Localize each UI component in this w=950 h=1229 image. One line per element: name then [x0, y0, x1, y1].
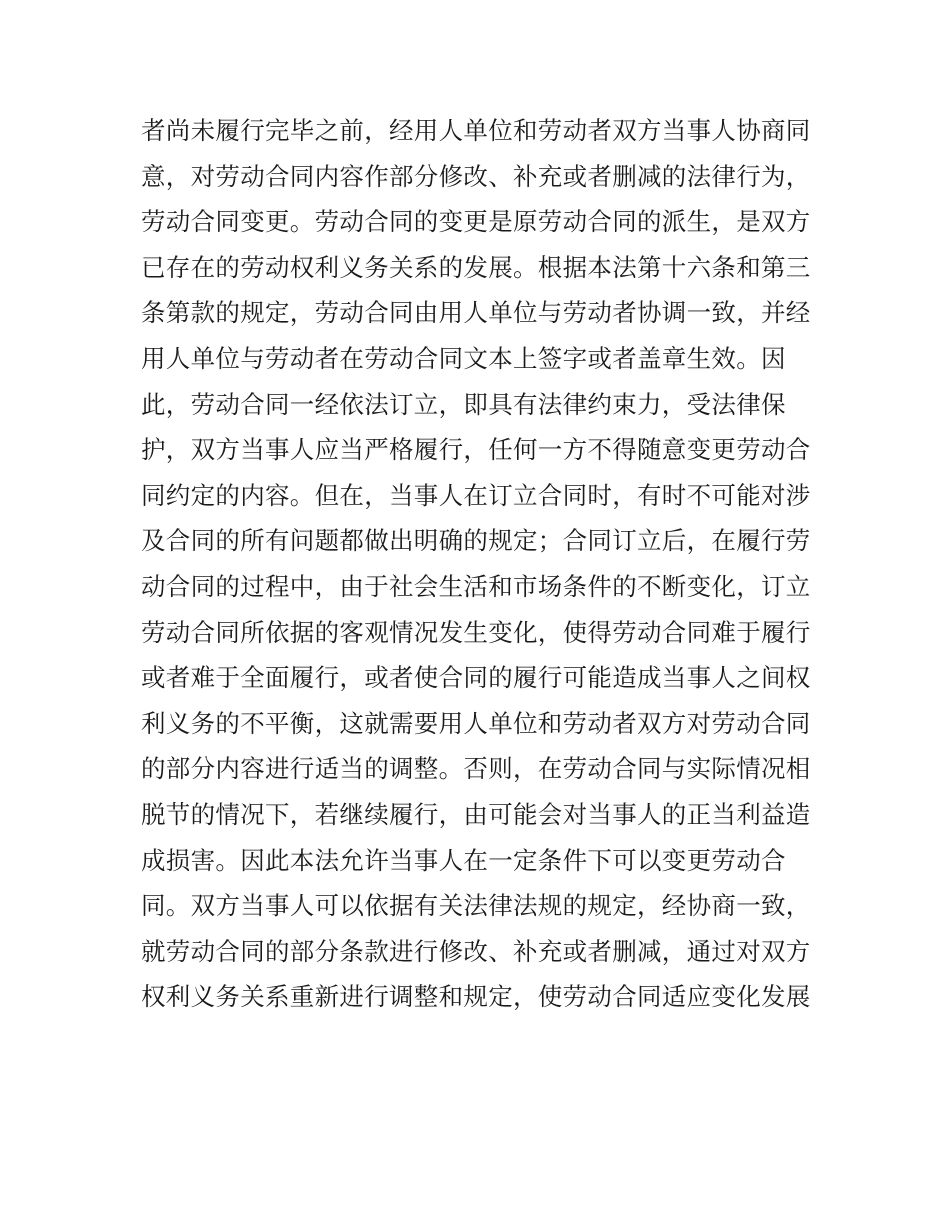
- text-line: 此，劳动合同一经依法订立，即具有法律约束力，受法律保: [141, 389, 786, 419]
- text-line: 已存在的劳动权利义务关系的发展。根据本法第十六条和第三: [141, 252, 811, 282]
- text-line: 成损害。因此本法允许当事人在一定条件下可以变更劳动合: [141, 845, 786, 875]
- text-line: 条第款的规定，劳动合同由用人单位与劳动者协调一致，并经: [141, 298, 811, 328]
- text-line: 者尚未履行完毕之前，经用人单位和劳动者双方当事人协商同: [141, 116, 811, 145]
- text-line: 意，对劳动合同内容作部分修改、补充或者删减的法律行为，: [141, 161, 811, 191]
- text-line: 利义务的不平衡，这就需要用人单位和劳动者双方对劳动合同: [141, 708, 811, 738]
- text-line: 脱节的情况下，若继续履行，由可能会对当事人的正当利益造: [141, 799, 811, 829]
- text-line: 权利义务关系重新进行调整和规定，使劳动合同适应变化发展: [141, 982, 811, 1012]
- text-line: 护，双方当事人应当严格履行，任何一方不得随意变更劳动合: [141, 435, 811, 465]
- text-line: 同。双方当事人可以依据有关法律法规的规定，经协商一致，: [141, 891, 811, 921]
- text-line: 的部分内容进行适当的调整。否则，在劳动合同与实际情况相: [141, 754, 811, 784]
- text-line: 劳动合同变更。劳动合同的变更是原劳动合同的派生，是双方: [141, 207, 811, 237]
- text-line: 同约定的内容。但在，当事人在订立合同时，有时不可能对涉: [141, 480, 811, 510]
- text-line: 就劳动合同的部分条款进行修改、补充或者删减，通过对双方: [141, 936, 811, 966]
- text-line: 劳动合同所依据的客观情况发生变化，使得劳动合同难于履行: [141, 617, 811, 647]
- text-line: 或者难于全面履行，或者使合同的履行可能造成当事人之间权: [141, 663, 811, 693]
- text-line: 用人单位与劳动者在劳动合同文本上签字或者盖章生效。因: [141, 343, 786, 373]
- text-line: 动合同的过程中，由于社会生活和市场条件的不断变化，订立: [141, 571, 811, 601]
- text-line: 及合同的所有问题都做出明确的规定；合同订立后，在履行劳: [141, 526, 811, 556]
- body-text: [141, 108, 821, 1020]
